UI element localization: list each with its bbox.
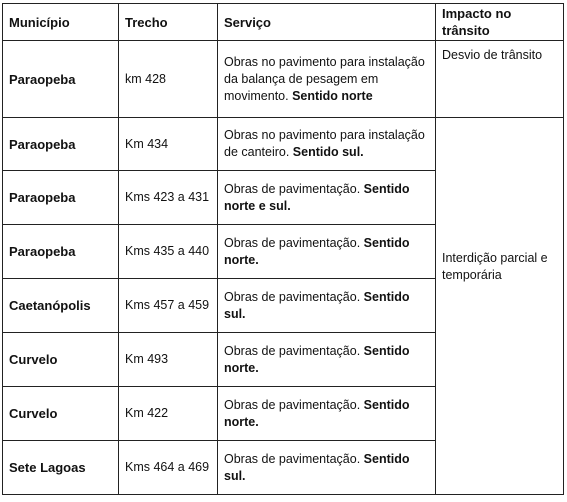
- servico-text: Obras de pavimentação.: [224, 181, 364, 196]
- cell-municipio: Caetanópolis: [3, 279, 119, 333]
- cell-impacto-interdicao: Interdição parcial e temporária: [436, 118, 564, 495]
- header-servico: Serviço: [218, 4, 436, 41]
- cell-trecho: Km 422: [119, 387, 218, 441]
- cell-trecho: km 428: [119, 41, 218, 118]
- header-impacto: Impacto no trânsito: [436, 4, 564, 41]
- table-container: [2, 3, 564, 495]
- servico-sentido: Sentido norte: [292, 88, 373, 103]
- table-row: [3, 118, 564, 171]
- cell-municipio: Paraopeba: [3, 171, 119, 225]
- obras-table: [2, 3, 564, 495]
- cell-impacto-desvio: Desvio de trânsito: [436, 41, 564, 118]
- cell-servico: [218, 118, 436, 171]
- servico-sentido: Sentido sul.: [224, 289, 410, 321]
- cell-trecho: Kms 435 a 440: [119, 225, 218, 279]
- servico-sentido: Sentido norte.: [224, 235, 410, 267]
- cell-trecho: Kms 464 a 469: [119, 441, 218, 495]
- cell-municipio: Paraopeba: [3, 118, 119, 171]
- cell-municipio: Sete Lagoas: [3, 441, 119, 495]
- servico-sentido: Sentido sul.: [224, 451, 410, 483]
- header-municipio: Município: [3, 4, 119, 41]
- servico-sentido: Sentido norte.: [224, 397, 410, 429]
- cell-municipio: Paraopeba: [3, 41, 119, 118]
- servico-sentido: Sentido norte.: [224, 343, 410, 375]
- servico-text: Obras no pavimento para instalação de canteiro.: [224, 128, 425, 159]
- cell-servico: [218, 41, 436, 118]
- servico-text: Obras de pavimentação.: [224, 451, 364, 466]
- cell-municipio: Paraopeba: [3, 225, 119, 279]
- cell-servico: [218, 387, 436, 441]
- servico-text: Obras de pavimentação.: [224, 235, 364, 250]
- cell-trecho: Kms 423 a 431: [119, 171, 218, 225]
- cell-trecho: Kms 457 a 459: [119, 279, 218, 333]
- cell-servico: [218, 441, 436, 495]
- table-row: [3, 41, 564, 118]
- cell-servico: [218, 333, 436, 387]
- servico-text: Obras de pavimentação.: [224, 343, 364, 358]
- header-row: [3, 4, 564, 41]
- servico-text: Obras no pavimento para instalação da balança de pesagem em movimento.: [224, 54, 425, 103]
- cell-trecho: Km 434: [119, 118, 218, 171]
- cell-municipio: Curvelo: [3, 333, 119, 387]
- cell-servico: [218, 171, 436, 225]
- header-trecho: Trecho: [119, 4, 218, 41]
- cell-servico: [218, 225, 436, 279]
- cell-municipio: Curvelo: [3, 387, 119, 441]
- servico-text: Obras de pavimentação.: [224, 289, 364, 304]
- servico-sentido: Sentido sul.: [292, 145, 364, 159]
- cell-trecho: Km 493: [119, 333, 218, 387]
- cell-servico: [218, 279, 436, 333]
- servico-sentido: Sentido norte e sul.: [224, 181, 410, 213]
- servico-text: Obras de pavimentação.: [224, 397, 364, 412]
